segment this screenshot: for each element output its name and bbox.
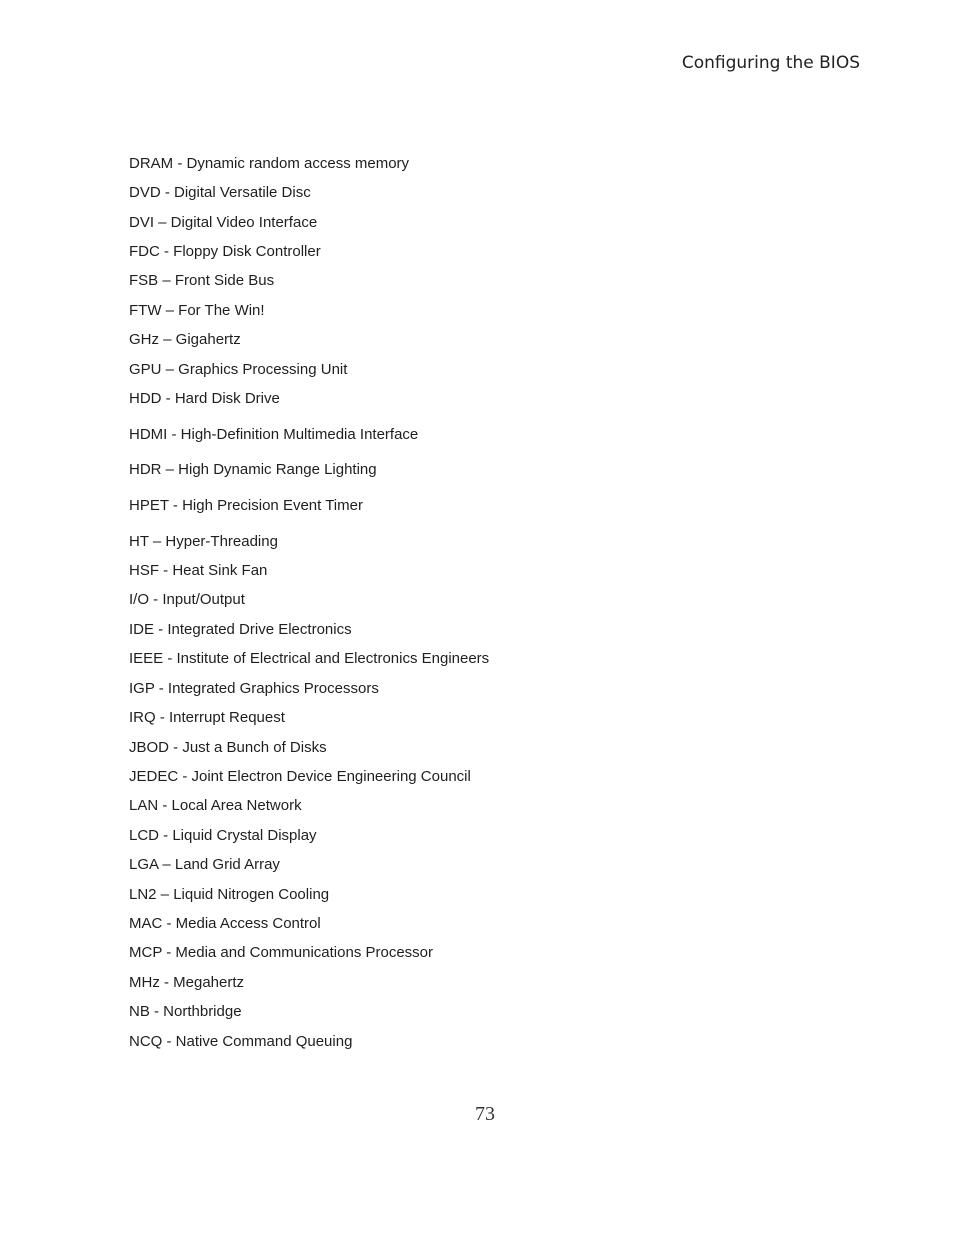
glossary-entry: HDMI - High-Definition Multimedia Interface [129,426,419,443]
glossary-entry: GPU – Graphics Processing Unit [129,361,348,378]
glossary-entry: LN2 – Liquid Nitrogen Cooling [129,886,330,903]
glossary-entry: IRQ - Interrupt Request [129,709,285,726]
glossary-entry: MCP - Media and Communications Processor [129,944,434,961]
glossary-entry: IEEE - Institute of Electrical and Electronics Engineers [129,650,490,667]
glossary-entry: JBOD - Just a Bunch of Disks [129,739,327,756]
glossary-entry: IGP - Integrated Graphics Processors [129,680,379,697]
glossary-entry: FSB – Front Side Bus [129,272,275,289]
glossary-entry: JEDEC - Joint Electron Device Engineering Council [129,768,471,785]
glossary-entry: HT – Hyper-Threading [129,533,278,550]
glossary-entry: HPET - High Precision Event Timer [129,497,363,514]
glossary-entry: MHz - Megahertz [129,974,245,991]
glossary-entry: LAN - Local Area Network [129,797,302,814]
glossary-entry: DVD - Digital Versatile Disc [129,184,311,201]
glossary-entry: HDD - Hard Disk Drive [129,390,280,407]
glossary-entry: NB - Northbridge [129,1003,242,1020]
glossary-entry: LCD - Liquid Crystal Display [129,827,317,844]
glossary-entry: NCQ - Native Command Queuing [129,1033,353,1050]
glossary-entry: DVI – Digital Video Interface [129,214,318,231]
glossary-entry: MAC - Media Access Control [129,915,321,932]
running-header: Configuring the BIOS [681,53,860,73]
glossary-entry: GHz – Gigahertz [129,331,241,348]
glossary-entry: FDC - Floppy Disk Controller [129,243,321,260]
glossary-entry: DRAM - Dynamic random access memory [129,155,410,172]
glossary-entry: IDE - Integrated Drive Electronics [129,621,352,638]
glossary-entry: I/O - Input/Output [129,591,245,608]
glossary-entry: HDR – High Dynamic Range Lighting [129,461,377,478]
page-number: 73 [475,1103,495,1125]
glossary-entry: FTW – For The Win! [129,302,265,319]
glossary-entry: LGA – Land Grid Array [129,856,280,873]
glossary-entry: HSF - Heat Sink Fan [129,562,268,579]
